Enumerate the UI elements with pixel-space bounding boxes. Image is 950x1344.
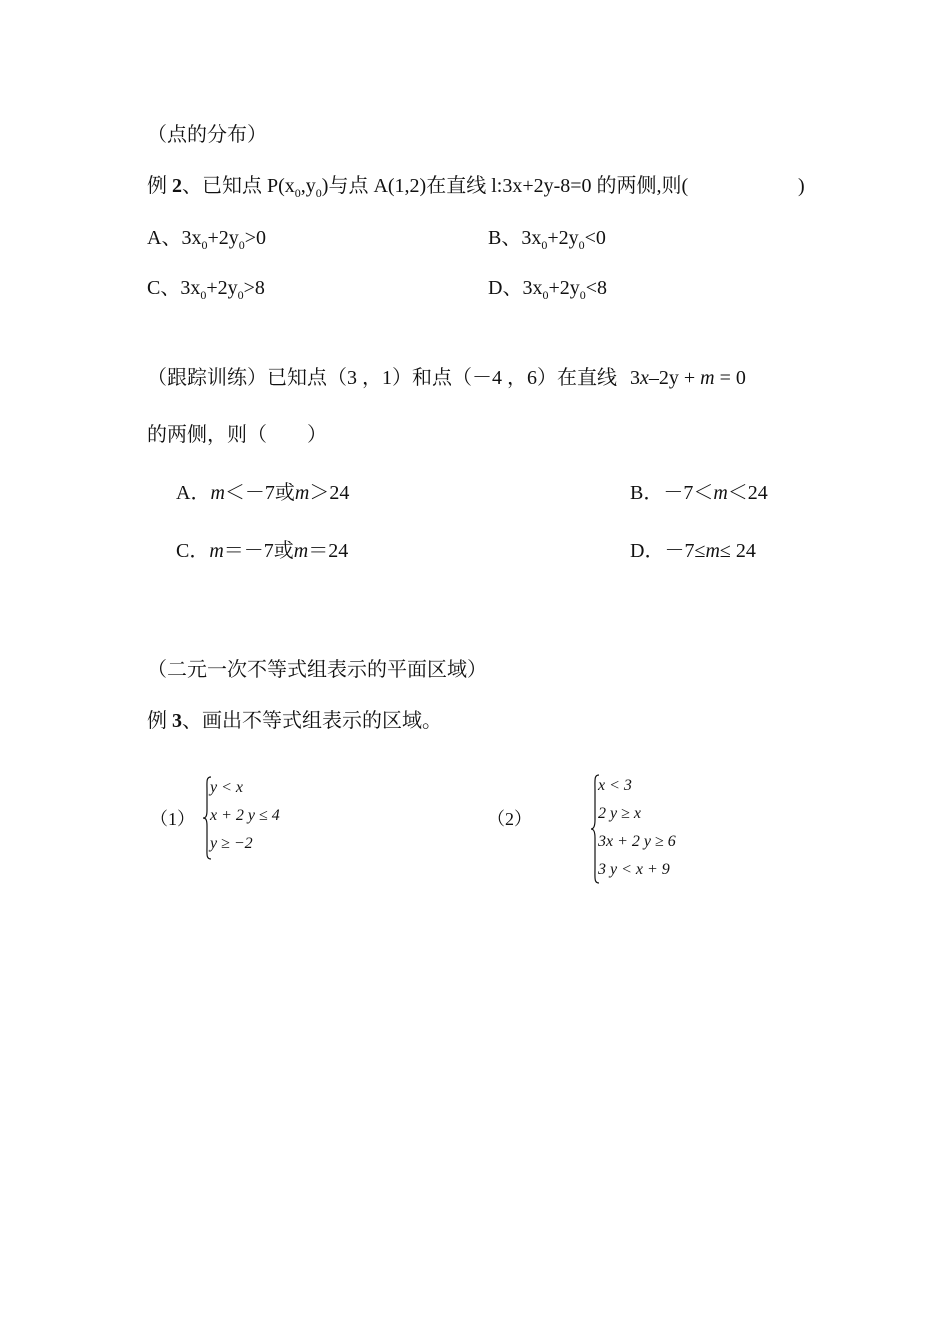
option-var-m: m [210, 482, 225, 504]
example3-part2-system [590, 774, 720, 884]
inequality-row: x + 2 y ≤ 4 [210, 807, 280, 824]
practice-option-c [176, 541, 348, 561]
option-var-m: m [294, 482, 310, 504]
practice-text: 的两侧，则（ [147, 424, 267, 446]
option-sub: 0 [578, 238, 585, 252]
example3-prefix: 例 [147, 710, 172, 732]
example2-sub2: 0 [315, 186, 322, 200]
example2-text-b: ,y [300, 175, 316, 197]
option-label: C、 [147, 277, 181, 299]
example3-part1-label: （1） [150, 809, 195, 829]
option-relation: >8 [243, 277, 265, 299]
inequality-row: 3 y < x + 9 [598, 861, 670, 878]
option-sub: 0 [237, 288, 244, 302]
option-sub: 0 [201, 238, 208, 252]
practice-equation [630, 367, 746, 389]
eq-var-x: x [640, 367, 649, 389]
option-sub: 0 [542, 288, 549, 302]
example3-part1-system [202, 776, 322, 860]
option-relation: >0 [244, 227, 267, 249]
example2-option-a [147, 227, 267, 252]
option-sub: 0 [579, 288, 586, 302]
inequality-row: 2 y ≥ x [598, 805, 641, 822]
option-label: A． [176, 482, 211, 504]
option-var-m: m [293, 540, 309, 562]
example2-text-a: 、已知点 P(x [182, 175, 295, 197]
option-label: C． [176, 540, 210, 562]
inequality-row: y < x [210, 779, 243, 796]
example2-paren-close: ) [798, 175, 805, 197]
eq-part: –2y + [648, 367, 701, 389]
option-lhs: 3x [522, 277, 543, 299]
example2-number: 2 [172, 175, 182, 197]
option-var-m: m [705, 540, 720, 562]
practice-option-b [630, 483, 768, 503]
practice-option-a [176, 483, 349, 503]
option-lhs: +2y [547, 227, 579, 249]
example3-part2-label: （2） [487, 809, 532, 829]
eq-part: = 0 [714, 367, 746, 389]
example3-number: 3 [172, 710, 182, 732]
section-heading-planar-region: （二元一次不等式组表示的平面区域） [147, 659, 487, 681]
option-lhs: 3x [180, 277, 201, 299]
example2-option-d [488, 277, 608, 302]
practice-paren-close: ） [307, 424, 327, 446]
option-text: －7≤ [664, 540, 706, 562]
option-relation: <8 [585, 277, 608, 299]
option-label: B、 [488, 227, 522, 249]
practice-question-line2 [147, 425, 327, 445]
option-sub: 0 [541, 238, 548, 252]
eq-var-m: m [700, 367, 715, 389]
option-lhs: +2y [206, 277, 238, 299]
option-label: A、 [147, 227, 182, 249]
option-text: ＝－7或 [223, 540, 294, 562]
practice-question-line1 [147, 368, 746, 388]
option-var-m: m [713, 482, 728, 504]
option-relation: <0 [584, 227, 606, 249]
option-var-m: m [209, 540, 224, 562]
example3-text: 、画出不等式组表示的区域。 [182, 710, 442, 732]
example2-option-c [147, 277, 265, 302]
practice-text: （跟踪训练）已知点（3 ，1）和点（－4 ，6）在直线 [147, 367, 617, 389]
option-label: B． [630, 482, 664, 504]
option-text: ≤ 24 [719, 540, 756, 562]
option-lhs: +2y [207, 227, 239, 249]
practice-option-d [630, 541, 756, 561]
example2-option-b [488, 227, 606, 252]
option-lhs: 3x [521, 227, 542, 249]
option-text: －7＜ [663, 482, 714, 504]
option-sub: 0 [200, 288, 207, 302]
inequality-row: y ≥ −2 [210, 835, 253, 852]
option-sub: 0 [238, 238, 245, 252]
example2-text-c: )与点 A(1,2)在直线 l:3x+2y-8=0 的两侧,则( [321, 175, 689, 197]
inequality-row: 3x + 2 y ≥ 6 [598, 833, 676, 850]
option-text: ＞24 [309, 482, 350, 504]
example3-question [147, 711, 442, 731]
inequality-row: x < 3 [598, 777, 632, 794]
example2-question [147, 175, 689, 200]
option-label: D、 [488, 277, 523, 299]
option-lhs: 3x [181, 227, 202, 249]
example2-prefix: 例 [147, 175, 172, 197]
option-label: D． [630, 540, 665, 562]
option-text: ＝24 [308, 540, 349, 562]
option-text: ＜24 [727, 482, 768, 504]
example2-sub1: 0 [294, 186, 301, 200]
section-heading-point-distribution: （点的分布） [147, 124, 267, 146]
eq-part: 3 [630, 367, 640, 389]
option-lhs: +2y [548, 277, 580, 299]
option-text: ＜－7或 [224, 482, 295, 504]
